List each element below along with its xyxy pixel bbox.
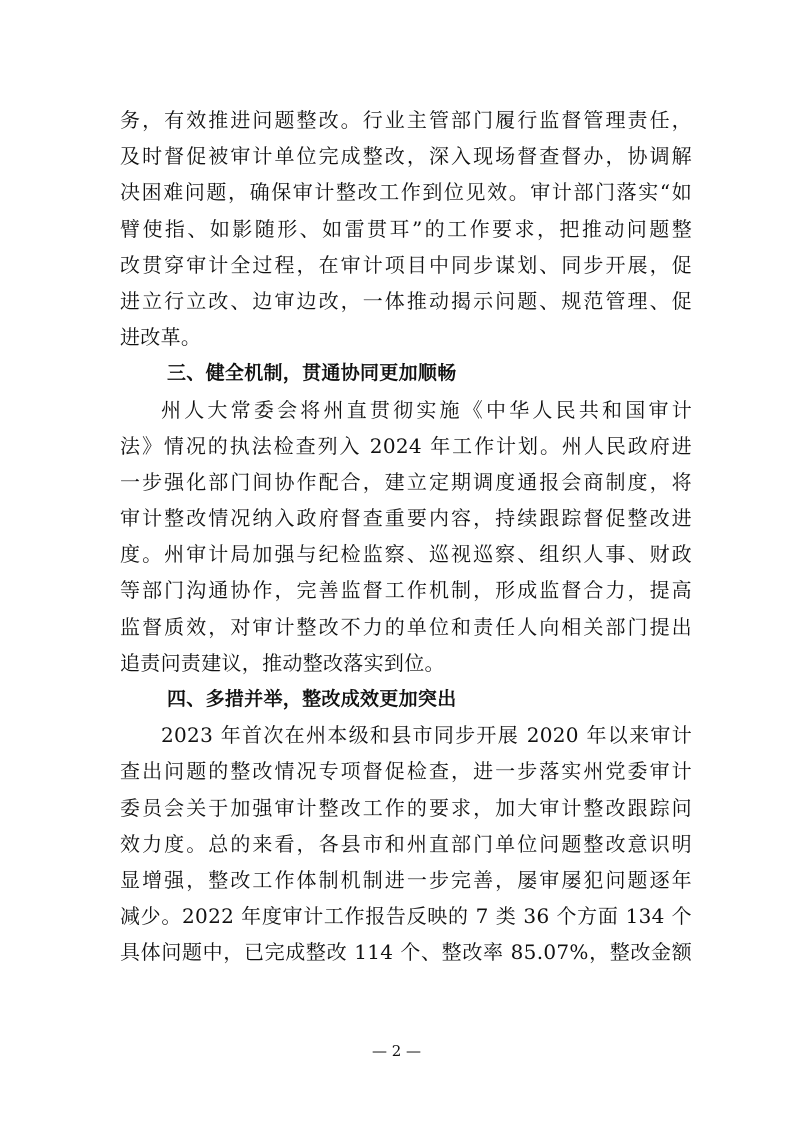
- section-heading-4: 四、多措并举，整改成效更加突出: [167, 688, 457, 710]
- section-heading-3: 三、健全机制，贯通协同更加顺畅: [167, 362, 457, 385]
- paragraph-line: 改贯穿审计全过程，在审计项目中同步谋划、同步开展，促: [120, 252, 692, 277]
- paragraph-line: 委员会关于加强审计整改工作的要求，加大审计整改跟踪问: [120, 795, 692, 820]
- paragraph-line: 效力度。总的来看，各县市和州直部门单位问题整改意识明: [120, 831, 692, 856]
- paragraph-line: 减少。2022 年度审计工作报告反映的 7 类 36 个方面 134 个: [120, 904, 692, 929]
- paragraph-line: 追责问责建议，推动整改落实到位。: [120, 650, 445, 675]
- body-text: [120, 102, 692, 971]
- paragraph-line: 等部门沟通协作，完善监督工作机制，形成监督合力，提高: [120, 578, 692, 603]
- paragraph-line: 进改革。: [120, 325, 202, 350]
- paragraph-line: 监督质效，对审计整改不力的单位和责任人向相关部门提出: [120, 614, 692, 639]
- paragraph-line: 审计整改情况纳入政府督查重要内容，持续跟踪督促整改进: [120, 506, 692, 531]
- paragraph-line: 显增强，整改工作体制机制进一步完善，屡审屡犯问题逐年: [120, 867, 692, 892]
- paragraph-line: 具体问题中，已完成整改 114 个、整改率 85.07%，整改金额: [120, 940, 692, 965]
- page-number: — 2 —: [371, 1042, 422, 1060]
- paragraph-line: 法》情况的执法检查列入 2024 年工作计划。州人民政府进: [120, 433, 692, 458]
- paragraph-line: 2023 年首次在州本级和县市同步开展 2020 年以来审计: [161, 723, 692, 748]
- paragraph-line: 进立行立改、边审边改，一体推动揭示问题、规范管理、促: [120, 288, 692, 313]
- paragraph-line: 一步强化部门间协作配合，建立定期调度通报会商制度，将: [120, 469, 692, 494]
- paragraph-line: 臂使指、如影随形、如雷贯耳”的工作要求，把推动问题整: [120, 216, 692, 241]
- paragraph-line: 及时督促被审计单位完成整改，深入现场督查督办，协调解: [120, 144, 692, 169]
- paragraph-line: 州人大常委会将州直贯彻实施《中华人民共和国审计: [161, 397, 692, 422]
- paragraph-line: 务，有效推进问题整改。行业主管部门履行监督管理责任，: [120, 108, 692, 132]
- paragraph-line: 度。州审计局加强与纪检监察、巡视巡察、组织人事、财政: [120, 542, 692, 567]
- paragraph-line: 查出问题的整改情况专项督促检查，进一步落实州党委审计: [120, 759, 692, 784]
- paragraph-line: 决困难问题，确保审计整改工作到位见效。审计部门落实“如: [120, 180, 692, 205]
